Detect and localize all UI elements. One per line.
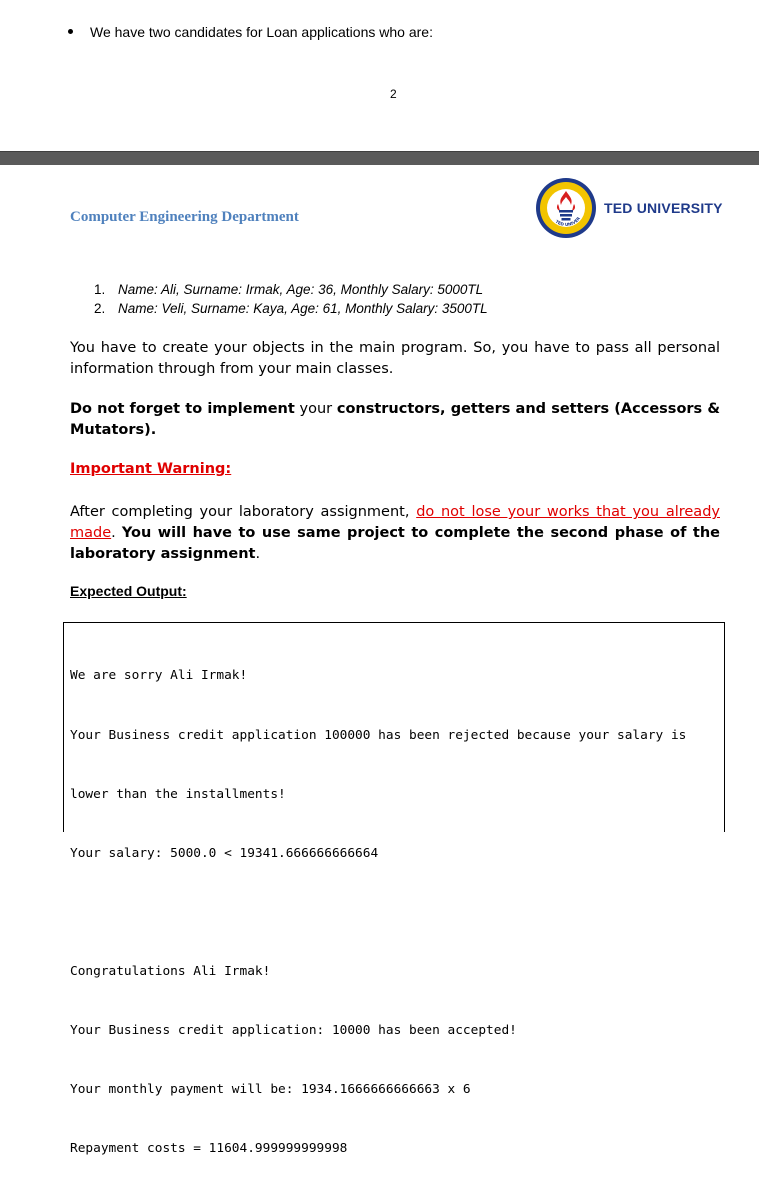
bullet-item bbox=[68, 24, 433, 40]
output-line: Repayment costs = 11604.999999999998 bbox=[70, 1141, 348, 1157]
warning-heading: Important Warning: bbox=[70, 461, 232, 477]
logo-ring-text: TED UNIVER bbox=[554, 215, 582, 228]
bullet-text: We have two candidates for Loan applications who are: bbox=[90, 24, 433, 40]
para3-red-underlined: do not lose your works that you already made bbox=[70, 504, 720, 541]
para3-sep: . bbox=[111, 525, 122, 541]
expected-output-box bbox=[63, 622, 725, 1157]
para2-normal: your bbox=[294, 401, 337, 417]
output-line: We are sorry Ali Irmak! bbox=[70, 668, 248, 684]
output-line: Your Business credit application 100000 has been rejected because your salary is bbox=[70, 727, 687, 743]
para3-text: After completing your laboratory assignment, bbox=[70, 504, 417, 520]
list-item bbox=[94, 299, 488, 318]
bullet-dot-icon bbox=[68, 29, 73, 34]
output-line bbox=[70, 903, 718, 923]
para2-bold-1: Do not forget to implement bbox=[70, 401, 295, 417]
list-number: 2. bbox=[94, 301, 106, 316]
para3-period: . bbox=[255, 546, 261, 562]
output-line: Congratulations Ali Irmak! bbox=[70, 963, 271, 979]
list-item bbox=[94, 280, 488, 299]
department-title: Computer Engineering Department bbox=[70, 209, 299, 225]
candidate-text: Name: Ali, Surname: Irmak, Age: 36, Monthly Salary: 5000TL bbox=[118, 282, 484, 297]
paragraph-constructors bbox=[70, 399, 720, 441]
university-name: TED UNIVERSITY bbox=[604, 200, 723, 216]
page-1-bottom bbox=[0, 0, 759, 151]
output-line: Your Business credit application: 10000 has been accepted! bbox=[70, 1023, 517, 1039]
page-number: 2 bbox=[390, 87, 397, 101]
paragraph-objects: You have to create your objects in the main program. So, you have to pass all personal information through from your main classes. bbox=[70, 340, 720, 377]
para2-bold-2: constructors, getters and setters (Accessors & Mutators) bbox=[70, 401, 720, 438]
output-line: Your salary: 5000.0 < 19341.666666666664 bbox=[70, 845, 379, 861]
expected-output-heading: Expected Output: bbox=[70, 583, 187, 599]
candidate-text: Name: Veli, Surname: Kaya, Age: 61, Monthly Salary: 3500TL bbox=[118, 301, 488, 316]
candidate-list bbox=[94, 280, 488, 318]
page-separator bbox=[0, 151, 759, 166]
ted-university-logo-icon bbox=[535, 177, 597, 239]
page-2 bbox=[0, 165, 759, 1157]
list-number: 1. bbox=[94, 282, 106, 297]
paragraph-warning bbox=[70, 502, 720, 565]
para3-bold: You will have to use same project to complete the second phase of the laboratory assignment bbox=[70, 525, 721, 562]
para2-period: . bbox=[150, 422, 157, 438]
output-line: Your monthly payment will be: 1934.1666666666663 x 6 bbox=[70, 1082, 471, 1098]
output-line: lower than the installments! bbox=[70, 786, 286, 802]
